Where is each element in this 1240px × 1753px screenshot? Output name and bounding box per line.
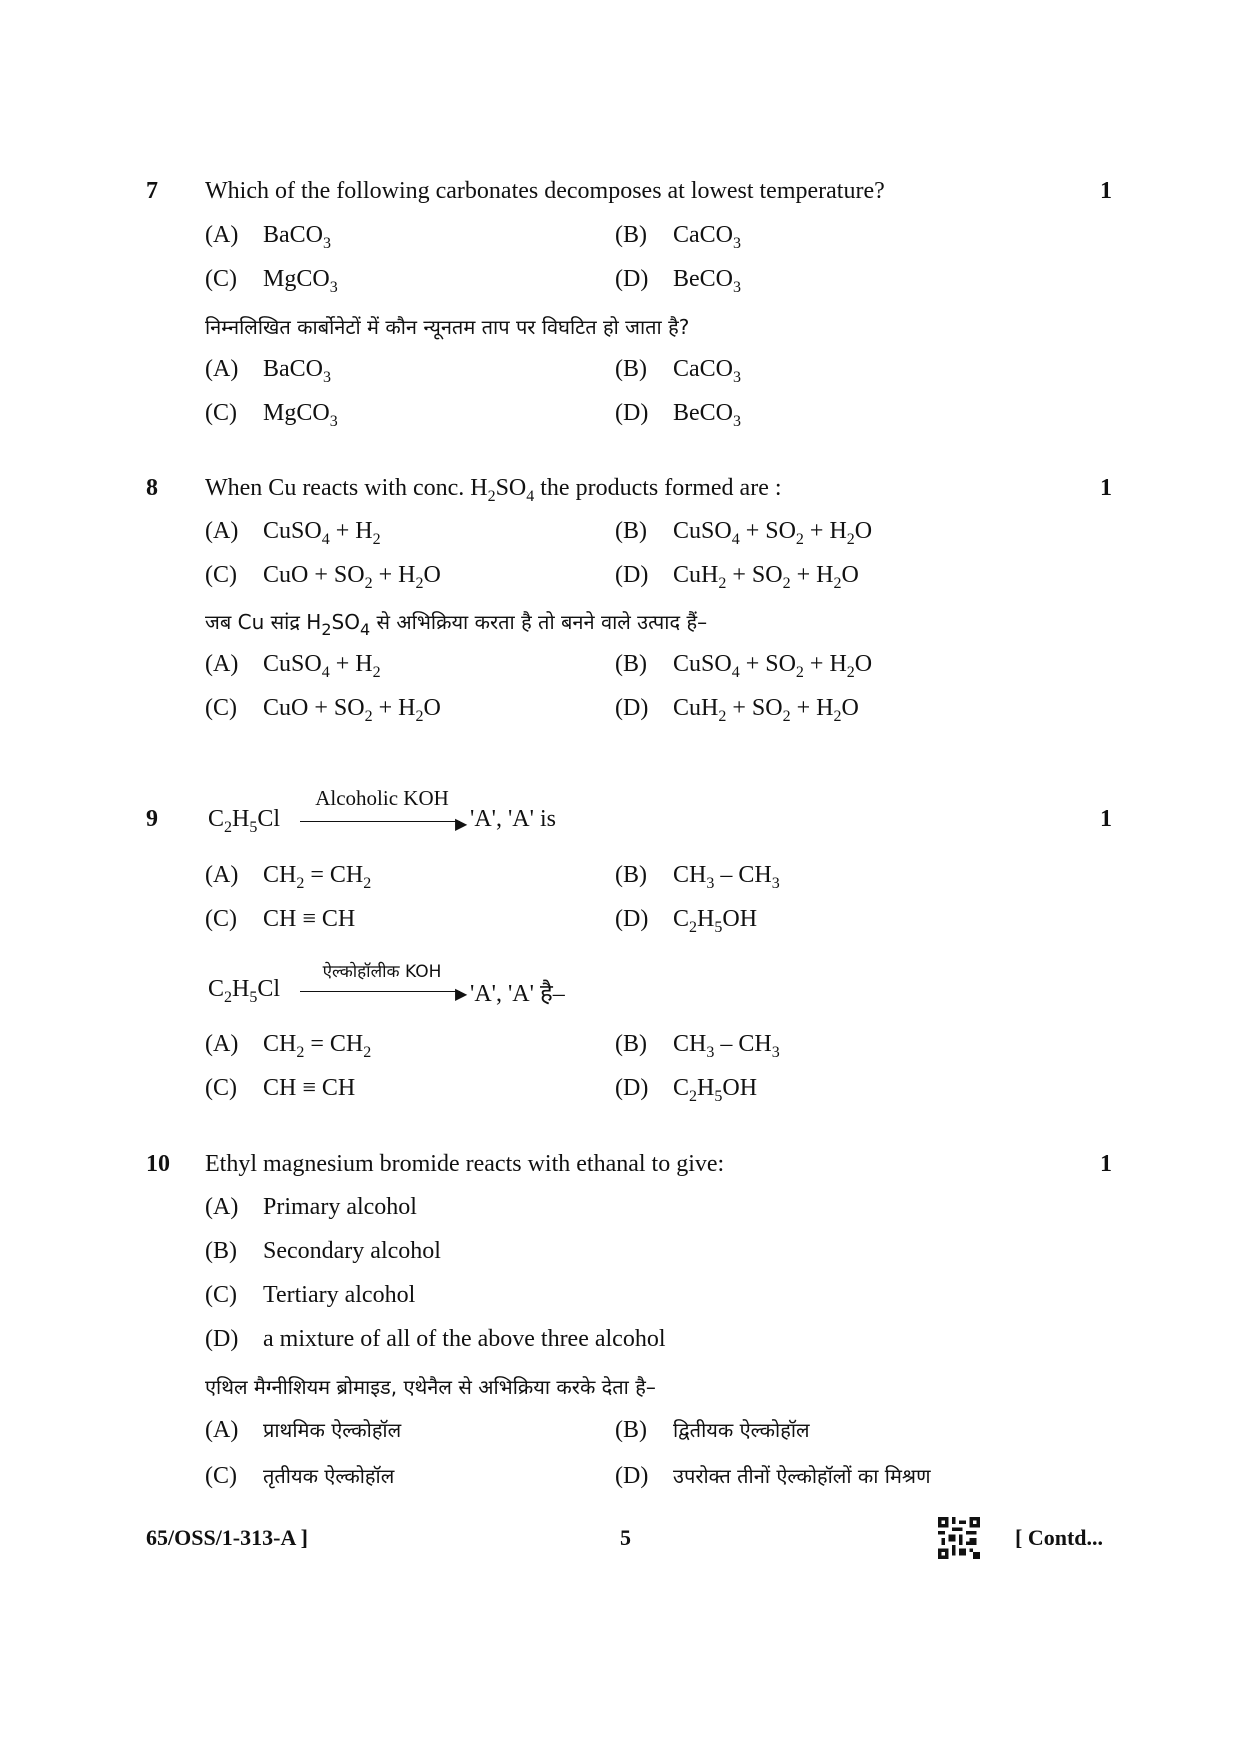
option-b-hindi-section: (B) CaCO$_3$ xyxy=(615,356,741,386)
page-number: 5 xyxy=(620,1525,631,1550)
qr-code-icon xyxy=(938,1517,980,1559)
option-b-hindi-section: (B) $CH_3 - CH_3$ xyxy=(615,1031,780,1061)
option-d-hindi: (D) उपरोक्त तीनों ऐल्कोहॉलों का मिश्रण xyxy=(615,1463,931,1489)
option-d: (D) $C_2H_5OH$ xyxy=(615,906,758,936)
option-c-hindi: (C) तृतीयक ऐल्कोहॉल xyxy=(205,1463,395,1489)
option-a-hindi-section: (A) $CH_2 = CH_2$ xyxy=(205,1031,372,1061)
option-c-hindi-section: (C) CuO + $SO_2 + H_2O$ xyxy=(205,695,441,725)
arrow-line xyxy=(300,991,460,992)
question-number: 10 xyxy=(146,1151,170,1177)
question-text-hindi: निम्नलिखित कार्बोनेटों में कौन न्यूनतम ताप पर विघटित हो जाता है? xyxy=(205,315,690,339)
option-c-hindi-section: (C) MgCO$_3$ xyxy=(205,400,338,430)
question-marks: 1 xyxy=(1100,475,1112,501)
arrow-head-icon: ▶ xyxy=(455,984,468,1003)
reaction-arrow xyxy=(296,962,468,1002)
option-b-hindi-section: (B) CuSO$_4$ + $SO_2 + H_2O$ xyxy=(615,651,873,681)
option-b: (B) CaCO$_3$ xyxy=(615,222,741,252)
reaction-arrow xyxy=(296,786,468,833)
option-a: (A) Primary alcohol xyxy=(205,1194,417,1220)
option-b: (B) Secondary alcohol xyxy=(205,1238,441,1264)
option-d: (D) BeCO$_3$ xyxy=(615,266,741,296)
reactant-formula: $C_2H_5Cl$ xyxy=(208,806,281,836)
product-text-hindi: 'A', 'A' है– xyxy=(470,981,565,1007)
arrow-head-icon: ▶ xyxy=(455,814,468,833)
option-a-hindi: (A) प्राथमिक ऐल्कोहॉल xyxy=(205,1417,402,1443)
question-number: 9 xyxy=(146,806,158,832)
option-b: (B) $CH_3 - CH_3$ xyxy=(615,862,780,892)
option-d-hindi-section: (D) $C_2H_5OH$ xyxy=(615,1075,758,1105)
option-c: (C) MgCO$_3$ xyxy=(205,266,338,296)
question-number: 7 xyxy=(146,178,158,204)
option-d-hindi-section: (D) BeCO$_3$ xyxy=(615,400,741,430)
option-d: (D) $CuH_2 + SO_2 + H_2O$ xyxy=(615,562,859,592)
option-a: (A) $CH_2 = CH_2$ xyxy=(205,862,372,892)
arrow-line xyxy=(300,821,460,822)
question-text: Ethyl magnesium bromide reacts with ethanal to give: xyxy=(205,1151,725,1177)
paper-code: 65/OSS/1-313-A ] xyxy=(146,1525,308,1550)
option-a-hindi-section: (A) BaCO$_3$ xyxy=(205,356,331,386)
question-marks: 1 xyxy=(1100,178,1112,204)
question-number: 8 xyxy=(146,475,158,501)
option-a: (A) BaCO$_3$ xyxy=(205,222,331,252)
option-d: (D) a mixture of all of the above three alcohol xyxy=(205,1326,666,1352)
question-marks: 1 xyxy=(1100,1151,1112,1177)
option-a: (A) CuSO$_4$ + $H_2$ xyxy=(205,518,381,548)
option-c: (C) Tertiary alcohol xyxy=(205,1282,416,1308)
question-text: When Cu reacts with conc. $H_2SO_4$ the products formed are : xyxy=(205,475,782,505)
option-d-hindi-section: (D) $CuH_2 + SO_2 + H_2O$ xyxy=(615,695,859,725)
reagent-label-hindi: ऐल्कोहॉलीक KOH xyxy=(322,962,442,982)
question-text: Which of the following carbonates decomposes at lowest temperature? xyxy=(205,178,885,204)
continued-marker: [ Contd... xyxy=(1015,1525,1104,1550)
option-b-hindi: (B) द्वितीयक ऐल्कोहॉल xyxy=(615,1417,810,1443)
option-a-hindi-section: (A) CuSO$_4$ + $H_2$ xyxy=(205,651,381,681)
reactant-formula: $C_2H_5Cl$ xyxy=(208,976,281,1006)
option-b: (B) CuSO$_4$ + $SO_2 + H_2O$ xyxy=(615,518,873,548)
product-text: 'A', 'A' is xyxy=(470,806,556,832)
option-c: (C) CuO + $SO_2 + H_2O$ xyxy=(205,562,441,592)
question-text-hindi: जब Cu सांद्र $H_2SO_4$ से अभिक्रिया करता है तो बनने वाले उत्पाद हैं– xyxy=(205,610,708,639)
option-c: (C) CH ≡ CH xyxy=(205,906,356,932)
question-marks: 1 xyxy=(1100,806,1112,832)
question-text-hindi: एथिल मैग्नीशियम ब्रोमाइड, एथेनैल से अभिक्रिया करके देता है– xyxy=(205,1375,656,1399)
reagent-label: Alcoholic KOH xyxy=(315,786,449,810)
option-c-hindi-section: (C) CH ≡ CH xyxy=(205,1075,356,1101)
